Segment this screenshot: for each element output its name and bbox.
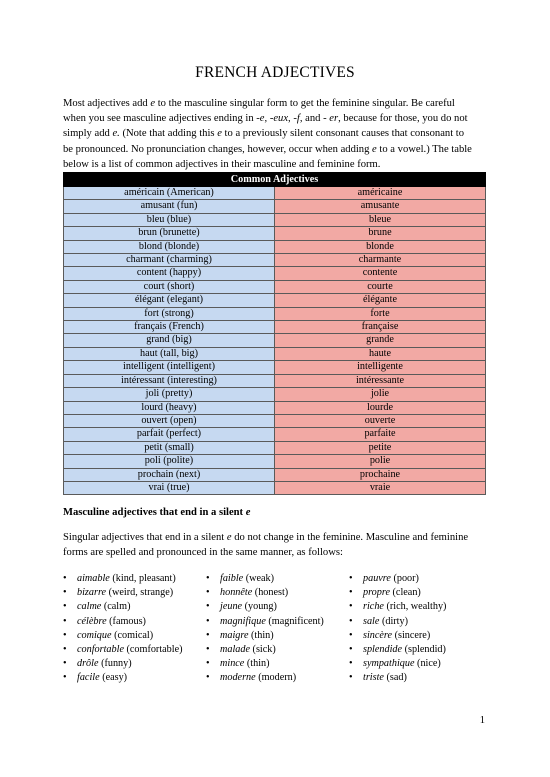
bullet-icon: •	[206, 658, 210, 670]
english-gloss: (kind, pleasant)	[112, 573, 176, 584]
bullet-icon: •	[206, 573, 210, 584]
french-word: bizarre	[77, 587, 107, 599]
section-description	[63, 530, 493, 560]
table-row	[64, 267, 486, 280]
french-word: jeune	[220, 601, 243, 613]
masculine-cell: français (French)	[64, 321, 275, 334]
list-item	[206, 629, 324, 643]
feminine-cell: lourde	[275, 401, 486, 414]
bullet-icon: •	[349, 601, 353, 613]
english-gloss: (rich, wealthy)	[386, 601, 447, 613]
french-word: faible	[220, 573, 244, 584]
french-word: moderne	[220, 672, 256, 684]
list-item	[206, 657, 324, 671]
table-row	[64, 441, 486, 454]
bullet-icon: •	[63, 615, 67, 627]
english-gloss: (dirty)	[381, 615, 408, 627]
bullet-icon: •	[63, 573, 67, 584]
list-item	[63, 615, 183, 629]
bullet-icon: •	[349, 672, 353, 684]
intro-line: be pronounced. No pronunciation changes, however, occur when adding e to a vowel.) The table	[63, 143, 472, 155]
feminine-cell: jolie	[275, 388, 486, 401]
french-word: pauvre	[363, 573, 391, 584]
table-row	[64, 187, 486, 200]
english-gloss: (sad)	[386, 672, 407, 684]
intro-line: Most adjectives add e to the masculine singular form to get the feminine singular. Be careful	[63, 98, 455, 109]
intro-paragraph	[63, 96, 493, 172]
feminine-cell: haute	[275, 347, 486, 360]
list-item	[349, 600, 446, 614]
table-row	[64, 455, 486, 468]
masculine-cell: content (happy)	[64, 267, 275, 280]
list-item	[349, 586, 446, 600]
masculine-cell: vrai (true)	[64, 481, 275, 494]
table-row	[64, 334, 486, 347]
section-heading	[63, 507, 250, 518]
masculine-cell: petit (small)	[64, 441, 275, 454]
table-header-row	[64, 173, 486, 187]
table-row	[64, 321, 486, 334]
feminine-cell: polie	[275, 455, 486, 468]
list-item	[349, 629, 446, 643]
list-item	[63, 643, 183, 657]
english-gloss: (sick)	[252, 644, 276, 656]
feminine-cell: contente	[275, 267, 486, 280]
english-gloss: (honest)	[254, 587, 289, 599]
table-row	[64, 240, 486, 253]
list-item	[206, 671, 324, 685]
list-item	[349, 657, 446, 671]
masculine-cell: élégant (elegant)	[64, 294, 275, 307]
english-gloss: (thin)	[246, 658, 270, 670]
intro-line: simply add e. (Note that adding this e to a previously silent consonant causes that consonant to	[63, 128, 465, 140]
english-gloss: (clean)	[392, 587, 421, 599]
table-row	[64, 468, 486, 481]
feminine-cell: blonde	[275, 240, 486, 253]
english-gloss: (nice)	[417, 658, 441, 670]
english-gloss: (famous)	[109, 615, 146, 627]
list-item	[206, 643, 324, 657]
english-gloss: (comfortable)	[126, 644, 183, 656]
table-row	[64, 361, 486, 374]
english-gloss: (splendid)	[404, 644, 446, 656]
english-gloss: (comical)	[114, 629, 154, 641]
table-row	[64, 307, 486, 320]
french-word: aimable	[77, 573, 110, 584]
bullet-icon: •	[206, 629, 210, 641]
french-word: maigre	[220, 629, 249, 641]
table-row	[64, 374, 486, 387]
table-row	[64, 213, 486, 226]
french-word: confortable	[77, 644, 124, 656]
masculine-cell: parfait (perfect)	[64, 428, 275, 441]
french-word: malade	[220, 644, 250, 656]
french-word: magnifique	[220, 615, 266, 627]
masculine-cell: américain (American)	[64, 187, 275, 200]
english-gloss: (modern)	[258, 672, 297, 684]
french-word: propre	[363, 587, 390, 599]
table-row	[64, 200, 486, 213]
feminine-cell: petite	[275, 441, 486, 454]
masculine-cell: court (short)	[64, 280, 275, 293]
section-desc-line: forms are spelled and pronounced in the same manner, as follows:	[63, 547, 343, 559]
list-item	[349, 643, 446, 657]
french-word: calme	[77, 601, 102, 613]
french-word: honnête	[220, 587, 253, 599]
list-item	[206, 572, 324, 586]
list-item	[63, 572, 183, 586]
english-gloss: (weird, strange)	[108, 587, 174, 599]
common-adjectives-table	[63, 172, 486, 495]
english-gloss: (sincere)	[394, 629, 431, 641]
section-desc-line: Singular adjectives that end in a silent e do not change in the feminine. Masculine and feminine	[63, 532, 469, 543]
english-gloss: (poor)	[393, 573, 419, 584]
masculine-cell: bleu (blue)	[64, 213, 275, 226]
page-number: 1	[479, 715, 485, 726]
list-item	[206, 615, 324, 629]
masculine-cell: blond (blonde)	[64, 240, 275, 253]
french-word: triste	[363, 672, 384, 684]
table-row	[64, 481, 486, 494]
table-row	[64, 388, 486, 401]
adjective-list-column-3	[349, 572, 446, 686]
english-gloss: (magnificent)	[268, 615, 324, 627]
masculine-cell: joli (pretty)	[64, 388, 275, 401]
masculine-cell: charmant (charming)	[64, 254, 275, 267]
intro-line: when you see masculine adjectives ending in -e, -eux, -f, and - er, because for those, you do not	[63, 113, 468, 125]
english-gloss: (calm)	[103, 601, 131, 613]
table-row	[64, 280, 486, 293]
bullet-icon: •	[206, 601, 210, 613]
feminine-cell: prochaine	[275, 468, 486, 481]
bullet-icon: •	[63, 587, 67, 599]
feminine-cell: brune	[275, 227, 486, 240]
table-row	[64, 347, 486, 360]
list-item	[63, 657, 183, 671]
bullet-icon: •	[63, 644, 67, 656]
list-item	[349, 615, 446, 629]
masculine-cell: grand (big)	[64, 334, 275, 347]
feminine-cell: ouverte	[275, 414, 486, 427]
masculine-cell: haut (tall, big)	[64, 347, 275, 360]
french-word: facile	[77, 672, 100, 684]
feminine-cell: amusante	[275, 200, 486, 213]
feminine-cell: élégante	[275, 294, 486, 307]
feminine-cell: intelligente	[275, 361, 486, 374]
adjective-list-column-1	[63, 572, 183, 686]
bullet-icon: •	[349, 629, 353, 641]
bullet-icon: •	[206, 587, 210, 599]
bullet-icon: •	[63, 672, 67, 684]
section-heading-text: Masculine adjectives that end in a silent e	[63, 507, 251, 518]
english-gloss: (funny)	[101, 658, 132, 670]
list-item	[349, 572, 446, 586]
masculine-cell: lourd (heavy)	[64, 401, 275, 414]
list-item	[206, 600, 324, 614]
french-word: riche	[363, 601, 384, 613]
french-word: mince	[220, 658, 245, 670]
feminine-cell: vraie	[275, 481, 486, 494]
feminine-cell: française	[275, 321, 486, 334]
english-gloss: (thin)	[251, 629, 274, 641]
masculine-cell: intéressant (interesting)	[64, 374, 275, 387]
table-header: Common Adjectives	[64, 173, 486, 187]
english-gloss: (weak)	[245, 573, 275, 584]
table-row	[64, 414, 486, 427]
french-word: comique	[77, 629, 112, 641]
feminine-cell: grande	[275, 334, 486, 347]
french-word: drôle	[77, 658, 99, 670]
adjective-list-column-2	[206, 572, 324, 686]
english-gloss: (easy)	[102, 672, 128, 684]
feminine-cell: forte	[275, 307, 486, 320]
list-item	[349, 671, 446, 685]
bullet-icon: •	[63, 601, 67, 613]
table-row	[64, 401, 486, 414]
bullet-icon: •	[349, 587, 353, 599]
feminine-cell: bleue	[275, 213, 486, 226]
list-item	[63, 600, 183, 614]
french-word: splendide	[363, 644, 403, 656]
list-item	[63, 629, 183, 643]
bullet-icon: •	[349, 615, 353, 627]
french-word: sincère	[363, 629, 393, 641]
intro-line: below is a list of common adjectives in their masculine and feminine form.	[63, 158, 381, 170]
bullet-icon: •	[206, 644, 210, 656]
feminine-cell: intéressante	[275, 374, 486, 387]
bullet-icon: •	[349, 644, 353, 656]
french-word: sale	[363, 615, 380, 627]
masculine-cell: poli (polite)	[64, 455, 275, 468]
french-word: sympathique	[363, 658, 415, 670]
bullet-icon: •	[63, 629, 67, 641]
french-word: célèbre	[77, 615, 107, 627]
english-gloss: (young)	[244, 601, 277, 613]
list-item	[63, 586, 183, 600]
masculine-cell: brun (brunette)	[64, 227, 275, 240]
table-row	[64, 254, 486, 267]
table-row	[64, 294, 486, 307]
feminine-cell: américaine	[275, 187, 486, 200]
bullet-icon: •	[349, 573, 353, 584]
bullet-icon: •	[206, 615, 210, 627]
feminine-cell: parfaite	[275, 428, 486, 441]
feminine-cell: courte	[275, 280, 486, 293]
masculine-cell: ouvert (open)	[64, 414, 275, 427]
masculine-cell: intelligent (intelligent)	[64, 361, 275, 374]
list-item	[206, 586, 324, 600]
masculine-cell: fort (strong)	[64, 307, 275, 320]
table-body	[64, 187, 486, 495]
bullet-icon: •	[63, 658, 67, 670]
feminine-cell: charmante	[275, 254, 486, 267]
masculine-cell: prochain (next)	[64, 468, 275, 481]
table-row	[64, 227, 486, 240]
list-item	[63, 671, 183, 685]
table-row	[64, 428, 486, 441]
masculine-cell: amusant (fun)	[64, 200, 275, 213]
page-title: FRENCH ADJECTIVES	[195, 64, 355, 81]
bullet-icon: •	[349, 658, 353, 670]
bullet-icon: •	[206, 672, 210, 684]
